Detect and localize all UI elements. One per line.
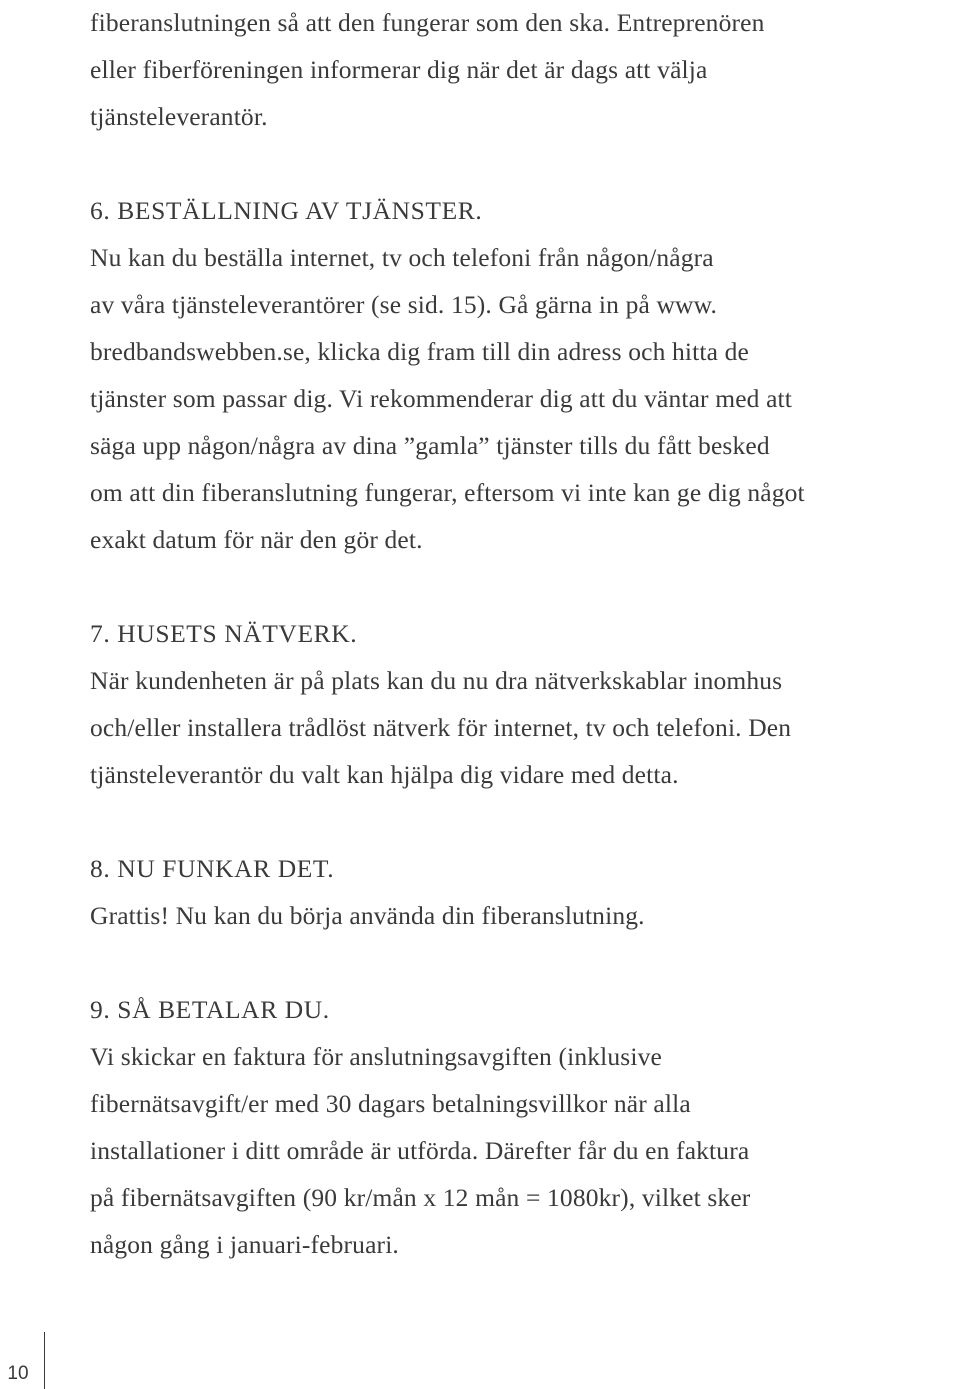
paragraph-line: av våra tjänsteleverantörer (se sid. 15). Gå gärna in på www. [90, 290, 718, 319]
paragraph-spacer [90, 798, 956, 845]
page-number: 10 [7, 1363, 29, 1384]
document-body [90, 0, 956, 1268]
paragraph-line: tjänsteleverantör du valt kan hjälpa dig vidare med detta. [90, 760, 679, 789]
intro-paragraph [90, 0, 956, 140]
paragraph-line: någon gång i januari-februari. [90, 1230, 399, 1259]
paragraph-line: fibernätsavgift/er med 30 dagars betalningsvillkor när alla [90, 1089, 691, 1118]
paragraph-line: Grattis! Nu kan du börja använda din fiberanslutning. [90, 901, 645, 930]
paragraph-line: När kundenheten är på plats kan du nu dra nätverkskablar inomhus [90, 666, 783, 695]
section-heading: 8. NU FUNKAR DET. [90, 854, 335, 883]
paragraph-line: om att din fiberanslutning fungerar, eftersom vi inte kan ge dig något [90, 478, 805, 507]
paragraph-line: bredbandswebben.se, klicka dig fram till din adress och hitta de [90, 337, 749, 366]
paragraph-line: och/eller installera trådlöst nätverk för internet, tv och telefoni. Den [90, 713, 792, 742]
paragraph-line: Nu kan du beställa internet, tv och telefoni från någon/några [90, 243, 714, 272]
paragraph-line: säga upp någon/några av dina ”gamla” tjänster tills du fått besked [90, 431, 770, 460]
paragraph-line: tjänsteleverantör. [90, 102, 268, 131]
section-heading: 7. HUSETS NÄTVERK. [90, 619, 358, 648]
section-7 [90, 610, 956, 798]
paragraph-spacer [90, 140, 956, 187]
paragraph-line: exakt datum för när den gör det. [90, 525, 423, 554]
paragraph-line: fiberanslutningen så att den fungerar som den ska. Entreprenören [90, 8, 765, 37]
section-6 [90, 187, 956, 563]
paragraph-line: på fibernätsavgiften (90 kr/mån x 12 mån = 1080kr), vilket sker [90, 1183, 751, 1212]
section-heading: 9. SÅ BETALAR DU. [90, 995, 330, 1024]
paragraph-line: eller fiberföreningen informerar dig när det är dags att välja [90, 55, 708, 84]
section-8 [90, 845, 956, 939]
paragraph-spacer [90, 939, 956, 986]
paragraph-line: Vi skickar en faktura för anslutningsavgiften (inklusive [90, 1042, 662, 1071]
paragraph-line: installationer i ditt område är utförda. Därefter får du en faktura [90, 1136, 750, 1165]
paragraph-line: tjänster som passar dig. Vi rekommenderar dig att du väntar med att [90, 384, 793, 413]
section-heading: 6. BESTÄLLNING AV TJÄNSTER. [90, 196, 483, 225]
section-9 [90, 986, 956, 1268]
page-number-divider [44, 1332, 45, 1389]
paragraph-spacer [90, 563, 956, 610]
